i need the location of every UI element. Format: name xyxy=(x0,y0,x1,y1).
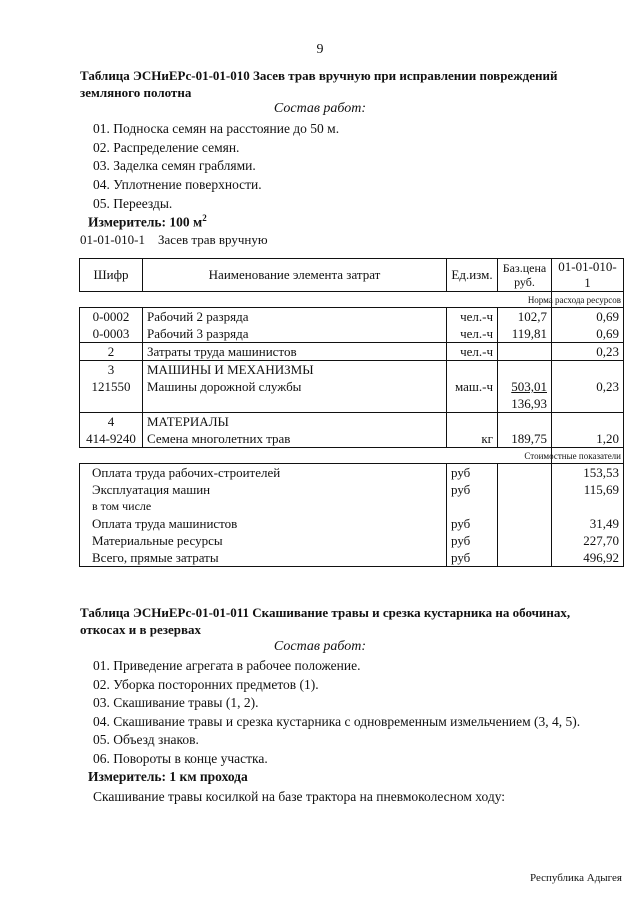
cell-norm: 0,69 xyxy=(552,325,624,343)
table-row xyxy=(80,343,624,361)
table2-step: 06. Повороты в конце участка. xyxy=(93,751,268,766)
totals-row xyxy=(80,481,624,498)
col-price-header-line1: Баз.цена xyxy=(502,261,547,275)
totals-row xyxy=(80,549,624,567)
table1-step: 01. Подноска семян на расстояние до 50 м. xyxy=(93,121,340,136)
cell-code: 2 xyxy=(80,343,143,361)
table2-step: 02. Уборка посторонних предметов (1). xyxy=(93,677,319,692)
total-label: Оплата труда рабочих-строителей xyxy=(80,464,447,482)
col-norm-header: 01-01-010-1 xyxy=(552,259,624,292)
section-row xyxy=(80,361,624,379)
table-row xyxy=(80,325,624,343)
cell-unit: маш.-ч xyxy=(447,378,498,413)
band-costs-label: Стоимостные показатели xyxy=(552,448,624,464)
cell-code: 3 xyxy=(80,361,143,379)
total-value: 153,53 xyxy=(552,464,624,482)
cell-code: 4 xyxy=(80,413,143,431)
total-label: Материальные ресурсы xyxy=(80,532,447,549)
table2-step: 04. Скашивание травы и срезка кустарника с одновременным измельчением (3, 4, 5). xyxy=(93,714,581,729)
cell-norm: 0,23 xyxy=(552,343,624,361)
table1-title-cont: земляного полотна xyxy=(80,85,192,100)
cell-norm: 0,23 xyxy=(552,378,624,413)
total-value: 227,70 xyxy=(552,532,624,549)
cell-name: Рабочий 2 разряда xyxy=(143,308,447,326)
cost-table xyxy=(79,258,624,567)
total-label: Всего, прямые затраты xyxy=(80,549,447,567)
totals-row xyxy=(80,464,624,482)
col-price-header-line2: руб. xyxy=(514,275,535,289)
totals-row xyxy=(80,515,624,532)
cell-price xyxy=(498,378,552,413)
cell-price-main: 503,01 xyxy=(511,379,547,394)
totals-row xyxy=(80,498,624,515)
page-footer: Республика Адыгея xyxy=(529,872,622,884)
table1-step: 04. Уплотнение поверхности. xyxy=(93,177,262,192)
cell-unit: кг xyxy=(447,430,498,448)
table2-title-cont: откосах и в резервах xyxy=(80,622,201,637)
page-number: 9 xyxy=(316,42,324,57)
section-row xyxy=(80,413,624,431)
cell-price xyxy=(498,343,552,361)
table1-meter-sup: 2 xyxy=(202,213,207,223)
table-row xyxy=(80,378,624,413)
band-resources-label: Норма расхода ресурсов xyxy=(552,292,624,308)
cell-norm: 1,20 xyxy=(552,430,624,448)
total-label: Оплата труда машинистов xyxy=(80,515,447,532)
table1-step: 03. Заделка семян граблями. xyxy=(93,158,256,173)
cell-name: Машины дорожной службы xyxy=(143,378,447,413)
table1-subtitle: 01-01-010-1 Засев трав вручную xyxy=(80,232,268,247)
table-header-row xyxy=(80,259,624,292)
total-value: 496,92 xyxy=(552,549,624,567)
table1-composition-heading: Состав работ: xyxy=(273,101,367,116)
total-unit: руб xyxy=(447,464,498,482)
table-row xyxy=(80,308,624,326)
table1-step: 05. Переезды. xyxy=(93,196,173,211)
table2-composition-heading: Состав работ: xyxy=(273,639,367,654)
cell-code: 121550 xyxy=(80,378,143,413)
table2-title: Таблица ЭСНиЕРс-01-01-011 Скашивание травы и срезка кустарника на обочинах, xyxy=(80,605,571,620)
cell-name: Семена многолетних трав xyxy=(143,430,447,448)
cell-name: Рабочий 3 разряда xyxy=(143,325,447,343)
total-unit: руб xyxy=(447,515,498,532)
cell-code: 0-0002 xyxy=(80,308,143,326)
section-title: МАШИНЫ И МЕХАНИЗМЫ xyxy=(143,361,447,379)
col-name-header: Наименование элемента затрат xyxy=(143,259,447,292)
col-code-header: Шифр xyxy=(80,259,143,292)
table1-title: Таблица ЭСНиЕРс-01-01-010 Засев трав вручную при исправлении повреждений xyxy=(80,68,558,83)
total-value: 115,69 xyxy=(552,481,624,498)
total-unit: руб xyxy=(447,532,498,549)
total-value: 31,49 xyxy=(552,515,624,532)
cell-price: 102,7 xyxy=(498,308,552,326)
section-title: МАТЕРИАЛЫ xyxy=(143,413,447,431)
total-label: Эксплуатация машин xyxy=(80,481,447,498)
cell-price-secondary: 136,93 xyxy=(511,396,547,411)
total-unit: руб xyxy=(447,549,498,567)
cell-unit: чел.-ч xyxy=(447,343,498,361)
table-row xyxy=(80,430,624,448)
table2-step: 03. Скашивание травы (1, 2). xyxy=(93,695,259,710)
table1-step: 02. Распределение семян. xyxy=(93,140,240,155)
cell-code: 0-0003 xyxy=(80,325,143,343)
table1-meter xyxy=(88,213,207,231)
table2-meter: Измеритель: 1 км прохода xyxy=(88,769,248,784)
cell-code: 414-9240 xyxy=(80,430,143,448)
total-unit: руб xyxy=(447,481,498,498)
cell-unit: чел.-ч xyxy=(447,325,498,343)
table2-subtitle: Скашивание травы косилкой на базе трактора на пневмоколесном ходу: xyxy=(93,789,506,804)
totals-row xyxy=(80,532,624,549)
table2-step: 05. Объезд знаков. xyxy=(93,732,199,747)
table1-meter-label: Измеритель: 100 м xyxy=(88,214,203,230)
col-unit-header: Ед.изм. xyxy=(447,259,498,292)
table2-step: 01. Приведение агрегата в рабочее положение. xyxy=(93,658,361,673)
col-price-header xyxy=(498,259,552,292)
cell-price: 189,75 xyxy=(498,430,552,448)
band-row xyxy=(80,448,624,464)
cell-unit: чел.-ч xyxy=(447,308,498,326)
band-row xyxy=(80,292,624,308)
cell-price: 119,81 xyxy=(498,325,552,343)
cell-norm: 0,69 xyxy=(552,308,624,326)
cell-name: Затраты труда машинистов xyxy=(143,343,447,361)
total-label: в том числе xyxy=(80,498,447,515)
